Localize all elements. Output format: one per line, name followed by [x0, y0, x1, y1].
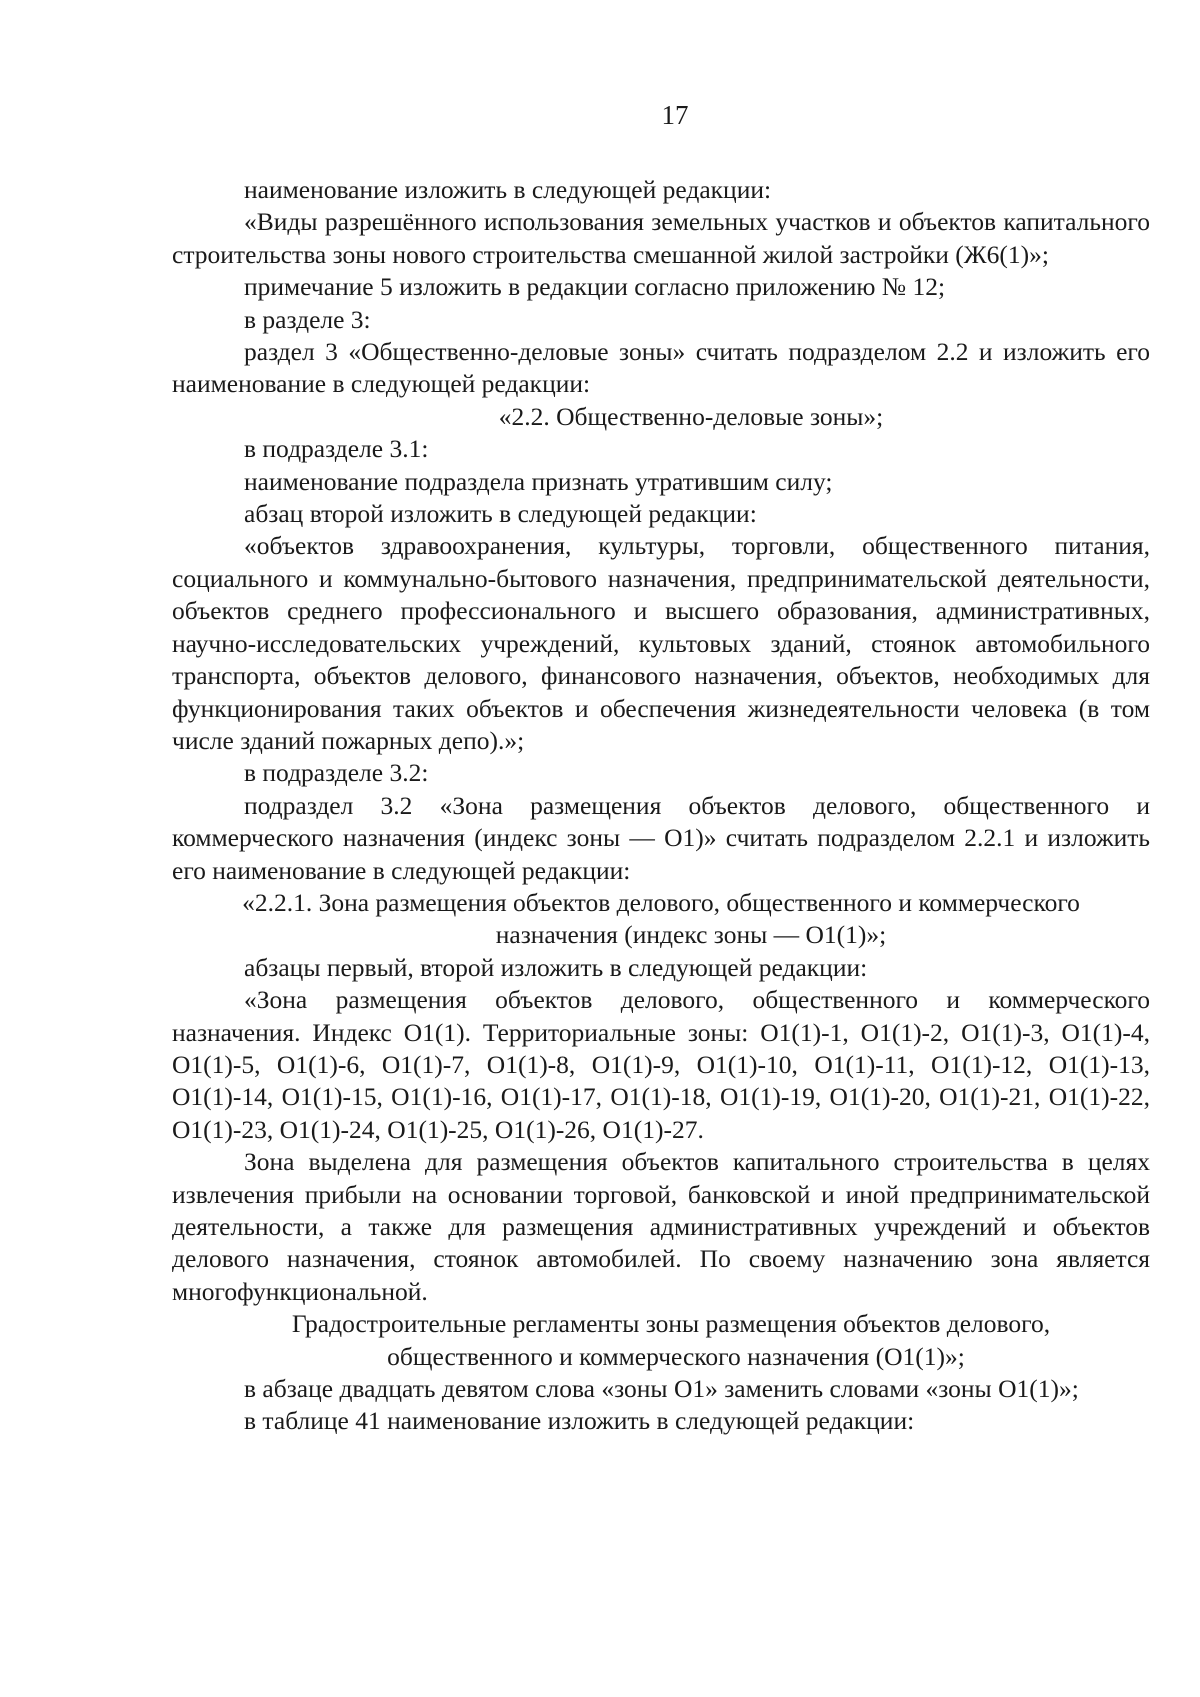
paragraph: раздел 3 «Общественно-деловые зоны» считать подразделом 2.2 и изложить его наименование в следующей редакции: — [172, 337, 1150, 399]
paragraph: Зона выделена для размещения объектов капитального строительства в целях извлечения прибыли на основании торговой, банковской и иной предпринимательской деятельности, а также для размещения административных учреждений и объектов делового назначения, стоянок автомобилей. По своему назначению зона является многофункциональной. — [172, 1147, 1150, 1306]
paragraph: примечание 5 изложить в редакции согласно приложению № 12; — [244, 272, 946, 302]
centered-heading-line-2: общественного и коммерческого назначения (О1(1)»; — [387, 1341, 965, 1371]
page-number: 17 — [661, 100, 689, 130]
centered-heading-line-1: Градостроительные регламенты зоны размещения объектов делового, — [291, 1309, 1051, 1339]
paragraph: в абзаце двадцать девятом слова «зоны О1» заменить словами «зоны О1(1)»; — [244, 1374, 1079, 1404]
paragraph: в подразделе 3.1: — [244, 434, 429, 464]
centered-heading-line-1: «2.2.1. Зона размещения объектов делового, общественного и коммерческого — [242, 887, 1080, 917]
paragraph: абзацы первый, второй изложить в следующей редакции: — [244, 952, 868, 982]
paragraph: наименование подраздела признать утратившим силу; — [244, 466, 833, 496]
paragraph: «Зона размещения объектов делового, общественного и коммерческого назначения. Индекс О1(1). Территориальные зоны: О1(1)-1, О1(1)-2, О1(1)-3, О1(1)-4, О1(1)-5, О1(1)-6, О1(1)-7, О1(1)-8, О1(1)-9, О1(1)-10, О1(1)-11, О1(1)-12, О1(1)-13, О1(1)-14, О1(1)-15, О1(1)-16, О1(1)-17, О1(1)-18, О1(1)-19, О1(1)-20, О1(1)-21, О1(1)-22, О1(1)-23, О1(1)-24, О1(1)-25, О1(1)-26, О1(1)-27. — [172, 985, 1150, 1144]
paragraph: в подразделе 3.2: — [244, 758, 429, 788]
paragraph: наименование изложить в следующей редакции: — [244, 175, 772, 204]
paragraph: «объектов здравоохранения, культуры, торговли, общественного питания, социального и коммунально-бытового назначения, предпринимательской деятельности, объектов среднего профессионального и высшего образования, административных, научно-исследовательских учреждений, культовых зданий, стоянок автомобильного транспорта, объектов делового, финансового назначения, объектов, необходимых для функционирования таких объектов и обеспечения жизнедеятельности человека (в том числе зданий пожарных депо).»; — [172, 531, 1150, 755]
paragraph: подраздел 3.2 «Зона размещения объектов делового, общественного и коммерческого назначения (индекс зоны — О1)» считать подразделом 2.2.1 и изложить его наименование в следующей редакции: — [172, 790, 1150, 885]
paragraph: «Виды разрешённого использования земельных участков и объектов капитального строительства зоны нового строительства смешанной жилой застройки (Ж6(1)»; — [172, 207, 1150, 269]
paragraph: абзац второй изложить в следующей редакции: — [244, 499, 757, 529]
paragraph: в разделе 3: — [244, 304, 371, 334]
document-body — [172, 174, 1150, 1438]
centered-heading-line-2: назначения (индекс зоны — О1(1)»; — [495, 920, 887, 950]
paragraph: в таблице 41 наименование изложить в следующей редакции: — [244, 1406, 915, 1436]
centered-heading: «2.2. Общественно-деловые зоны»; — [498, 401, 884, 431]
